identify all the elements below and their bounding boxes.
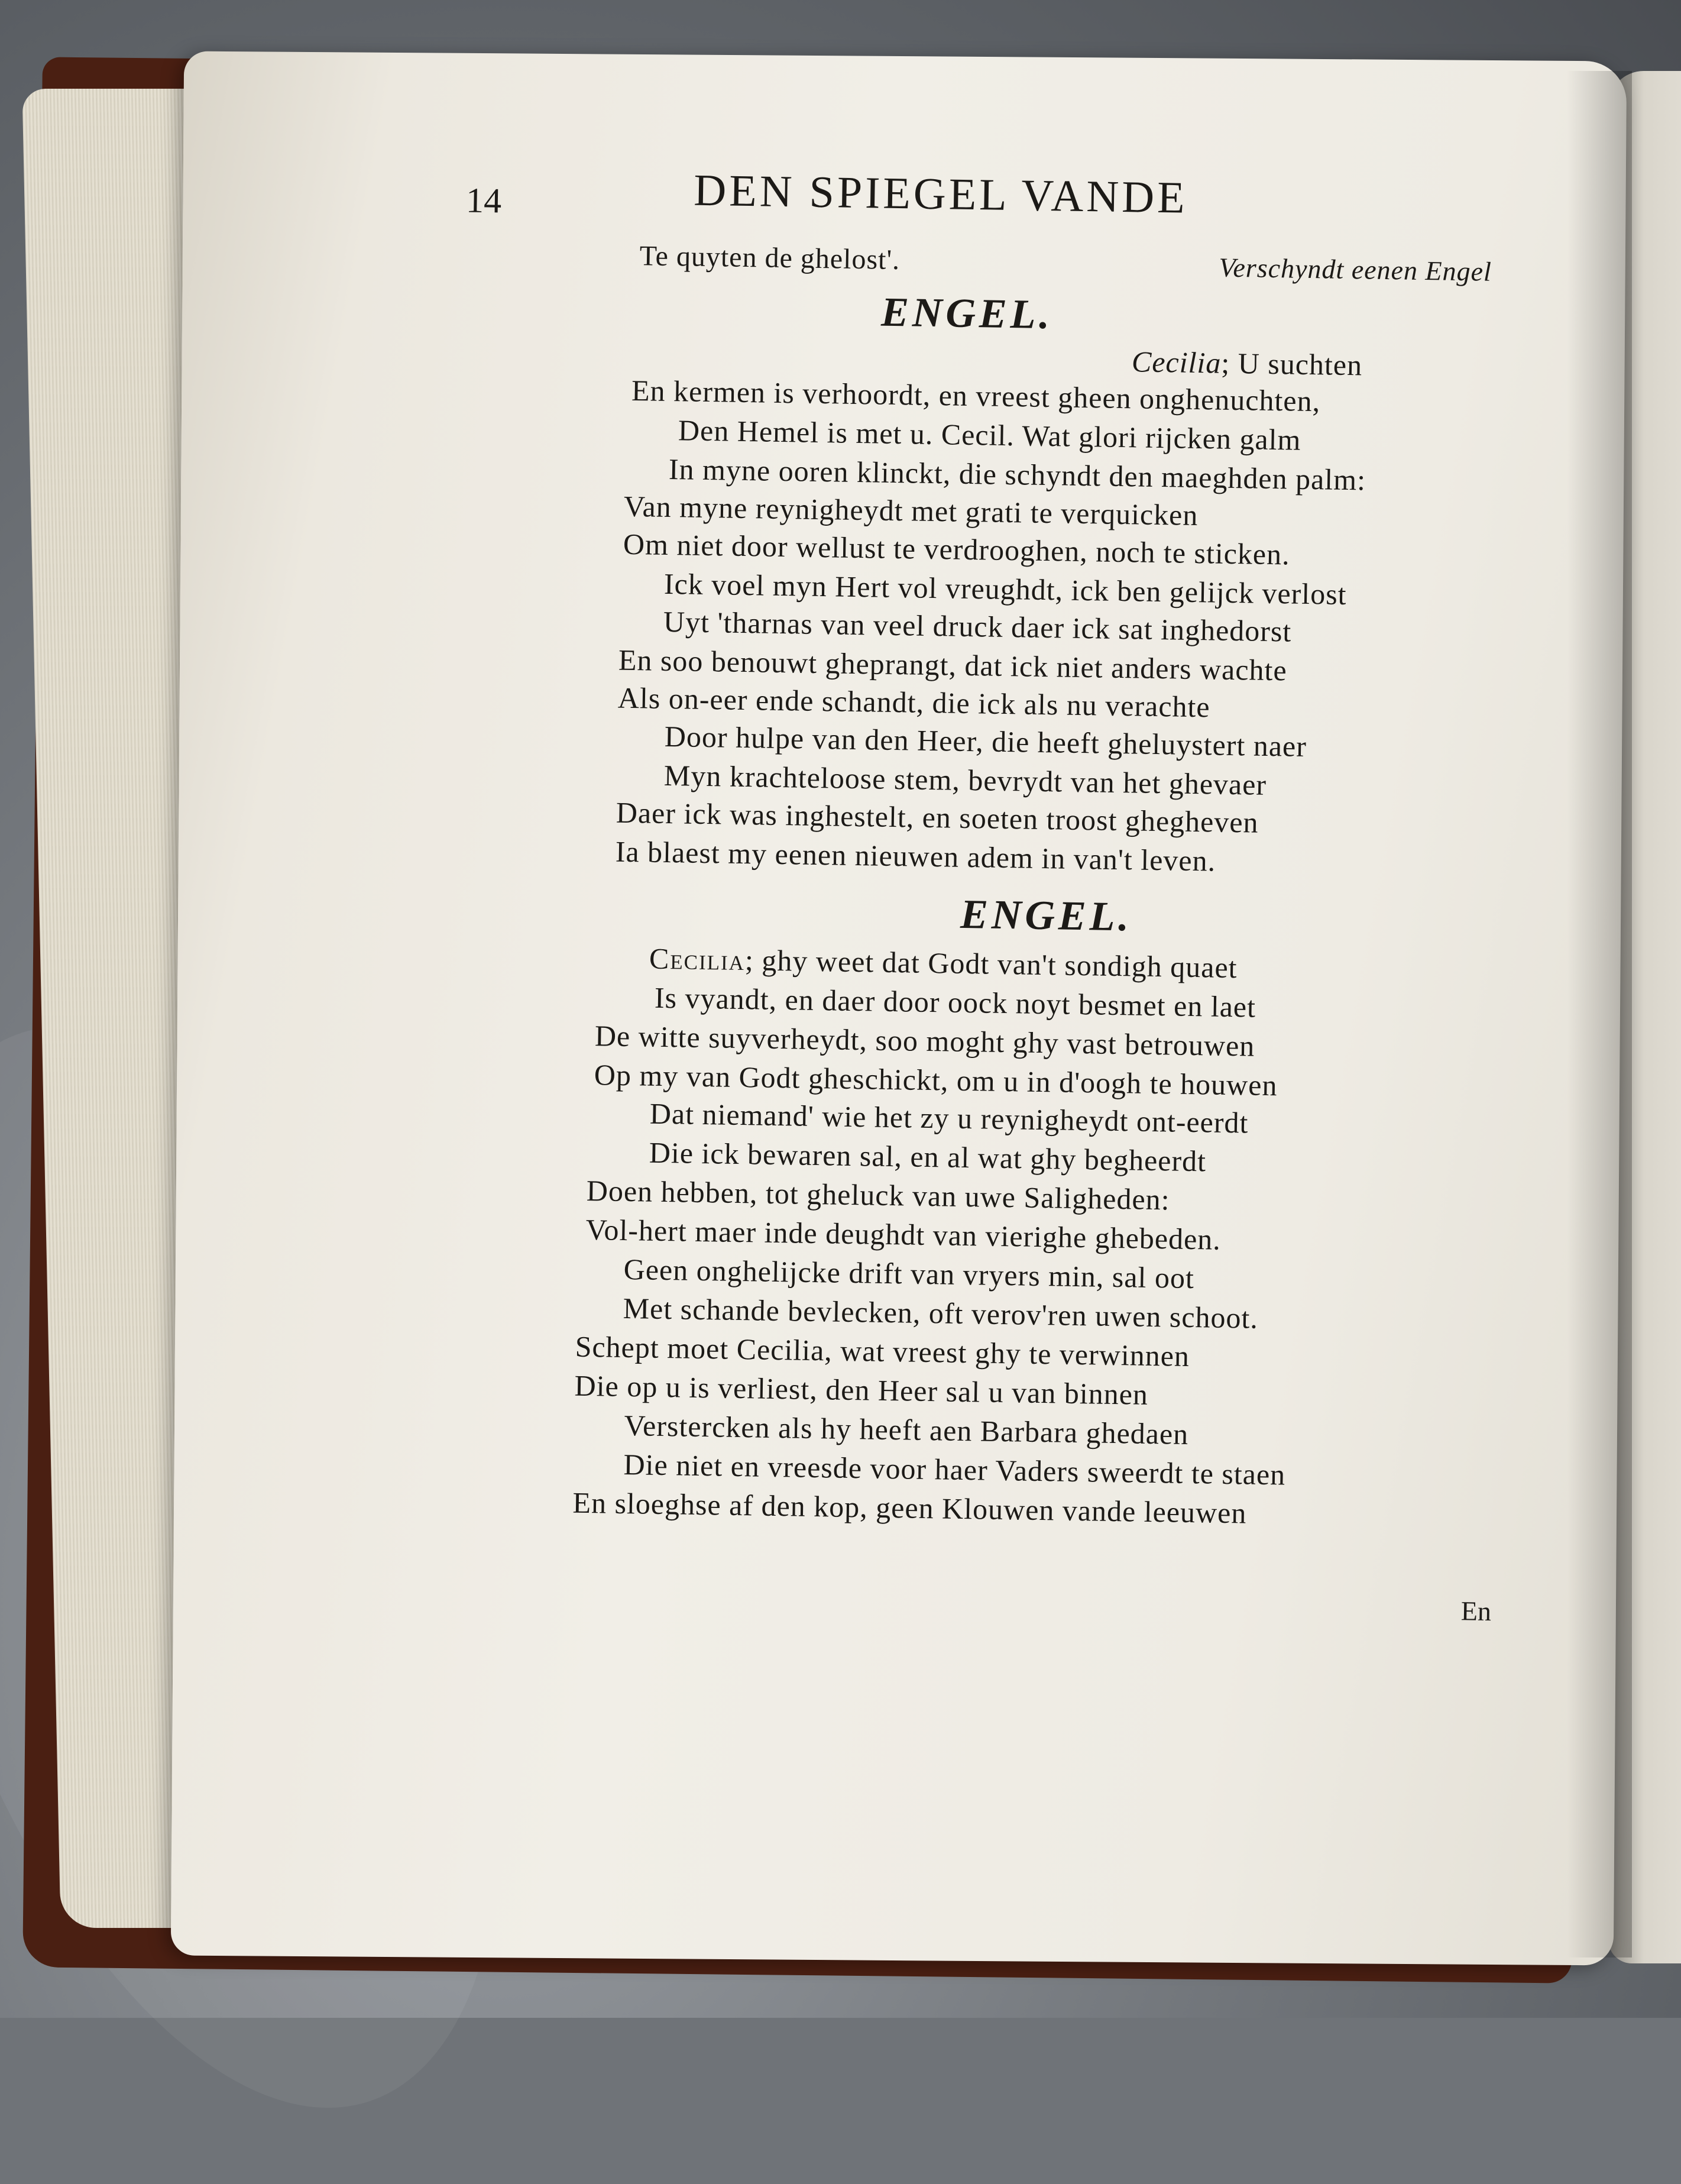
verse-line: Schept moet Cecilia, wat vreest ghy te verwinnen [575, 1329, 1190, 1373]
verse-line: Die niet en vreesde voor haer Vaders sweerdt te staen [623, 1447, 1286, 1491]
verse-line: Ia blaest my eenen nieuwen adem in van't leven. [615, 834, 1216, 878]
verse-text: ; U suchten [1220, 346, 1363, 382]
speaker-heading: ENGEL. [880, 289, 1054, 338]
verse-line [649, 941, 1238, 986]
verse-line: Van myne reynigheydt met grati te verquicken [623, 489, 1199, 532]
verse-line: Die op u is verliest, den Heer sal u van binnen [574, 1368, 1149, 1411]
speaker-name: Cecilia [649, 941, 746, 977]
verse-line: Op my van Godt gheschickt, om u in d'oogh te houwen [594, 1058, 1278, 1102]
verse-line: Vol-hert maer inde deughdt van vierighe ghebeden. [585, 1212, 1222, 1256]
verse-line: De witte suyverheydt, soo moght ghy vast betrouwen [594, 1019, 1255, 1063]
running-head: DEN SPIEGEL VANDE [693, 165, 1188, 223]
verse-line: Die ick bewaren sal, en al wat ghy begheerdt [649, 1135, 1207, 1178]
page-number: 14 [465, 180, 502, 221]
verse-line: Is vyandt, en daer door oock noyt besmet en laet [654, 981, 1256, 1024]
verse-line: Myn krachteloose stem, bevrydt van het ghevaer [663, 758, 1267, 801]
verse-line: Door hulpe van den Heer, die heeft gheluystert naer [664, 719, 1307, 763]
verse-line: Als on-eer ende schandt, die ick als nu verachte [617, 681, 1211, 724]
verse-line: Den Hemel is met u. Cecil. Wat glori rijcken galm [678, 413, 1301, 457]
verse-line: Dat niemand' wie het zy u reynigheydt ont-eerdt [649, 1096, 1249, 1140]
verse-line: Verstercken als hy heeft aen Barbara ghedaen [624, 1408, 1189, 1451]
verse-line: Met schande bevlecken, oft verov'ren uwen schoot. [623, 1291, 1259, 1335]
stage-direction: Verschyndt eenen Engel [1219, 252, 1492, 287]
speaker-heading: ENGEL. [960, 891, 1133, 940]
opening-line: Te quyten de ghelost'. [639, 240, 901, 276]
verse-line: En kermen is verhoordt, en vreest gheen onghenuchten, [631, 373, 1321, 418]
verse-line: Doen hebben, tot gheluck van uwe Saligheden: [586, 1173, 1170, 1216]
verse-line: Om niet door wellust te verdrooghen, noch te sticken. [623, 527, 1291, 571]
catchword: En [1460, 1596, 1492, 1627]
speaker-name: Cecilia [1131, 345, 1222, 380]
verse-line: Ick voel myn Hert vol vreughdt, ick ben gelijck verlost [663, 567, 1348, 611]
verse-text: ; ghy weet dat Godt van't sondigh quaet [744, 943, 1238, 985]
verse-line [1132, 344, 1363, 383]
verse-line: In myne ooren klinckt, die schyndt den maeghden palm: [668, 452, 1366, 497]
verse-line: Geen onghelijcke drift van vryers min, sal oot [623, 1252, 1195, 1295]
verse-line: Uyt 'tharnas van veel druck daer ick sat inghedorst [663, 604, 1292, 648]
verse-line: Daer ick was inghestelt, en soeten troost ghegheven [616, 795, 1259, 839]
verse-line: En soo benouwt gheprangt, dat ick niet anders wachte [618, 643, 1288, 687]
verse-line: En sloeghse af den kop, geen Klouwen vande leeuwen [572, 1486, 1247, 1530]
